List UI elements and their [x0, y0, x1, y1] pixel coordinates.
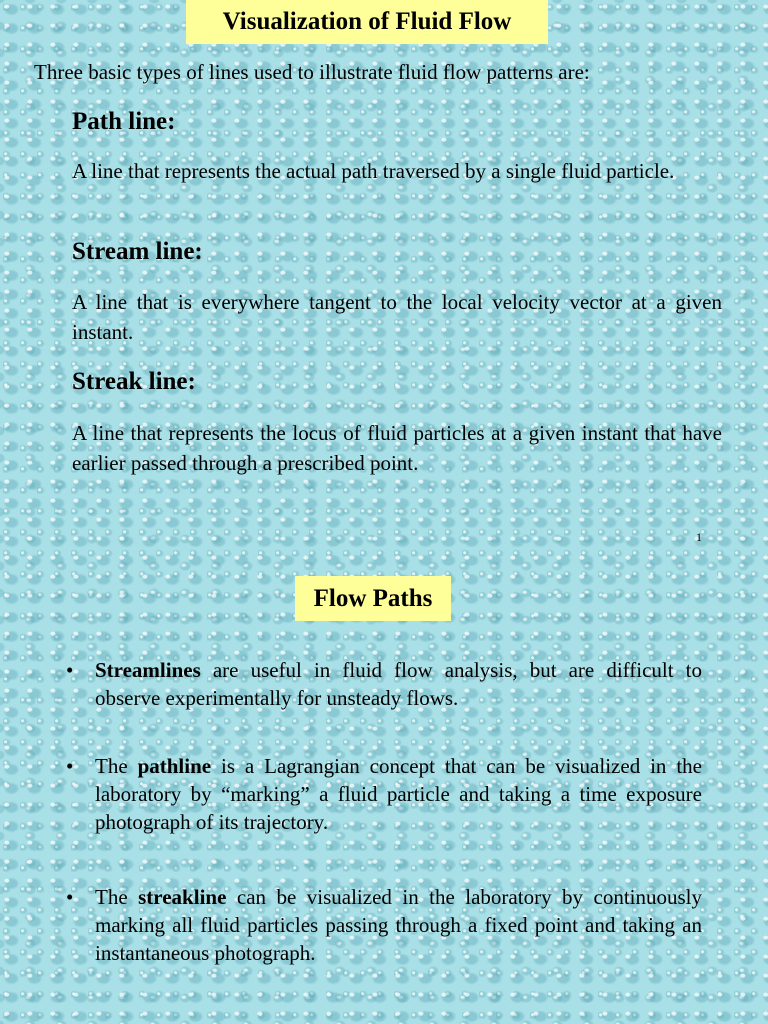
bold-term: streakline	[138, 885, 227, 909]
path-line-heading: Path line:	[72, 108, 176, 135]
streak-line-definition: A line that represents the locus of fluid particles at a given instant that have earlier passed through a prescribed point.	[72, 421, 722, 475]
slide-title: Visualization of Fluid Flow	[186, 0, 548, 44]
page-number: 1	[696, 530, 702, 544]
bullet-text: Streamlines are useful in fluid flow analysis, but are difficult to observe experimentally for unsteady flows.	[95, 658, 702, 710]
bullet-text: The pathline is a Lagrangian concept that can be visualized in the laboratory by “marking” a fluid particle and taking a time exposure photograph of its trajectory.	[95, 754, 702, 834]
slide-title: Flow Paths	[295, 576, 451, 621]
bullet-streamlines	[66, 656, 702, 712]
bullet-text: The streakline can be visualized in the laboratory by continuously marking all fluid particles passing through a fixed point and taking an instantaneous photograph.	[95, 885, 702, 965]
stream-line-heading: Stream line:	[72, 238, 203, 265]
bold-term: Streamlines	[95, 658, 201, 682]
bold-term: pathline	[137, 754, 212, 778]
bullet-icon: •	[66, 885, 74, 909]
stream-line-definition: A line that is everywhere tangent to the local velocity vector at a given instant.	[72, 290, 722, 344]
bullet-icon: •	[66, 754, 74, 778]
slide-flow-paths	[0, 560, 768, 1024]
path-line-definition: A line that represents the actual path traversed by a single fluid particle.	[72, 159, 675, 183]
streak-line-heading: Streak line:	[72, 368, 196, 395]
intro-text: Three basic types of lines used to illustrate fluid flow patterns are:	[34, 60, 590, 84]
bullet-icon: •	[66, 658, 74, 682]
bullet-pathline	[66, 752, 702, 836]
bullet-streakline	[66, 883, 702, 967]
